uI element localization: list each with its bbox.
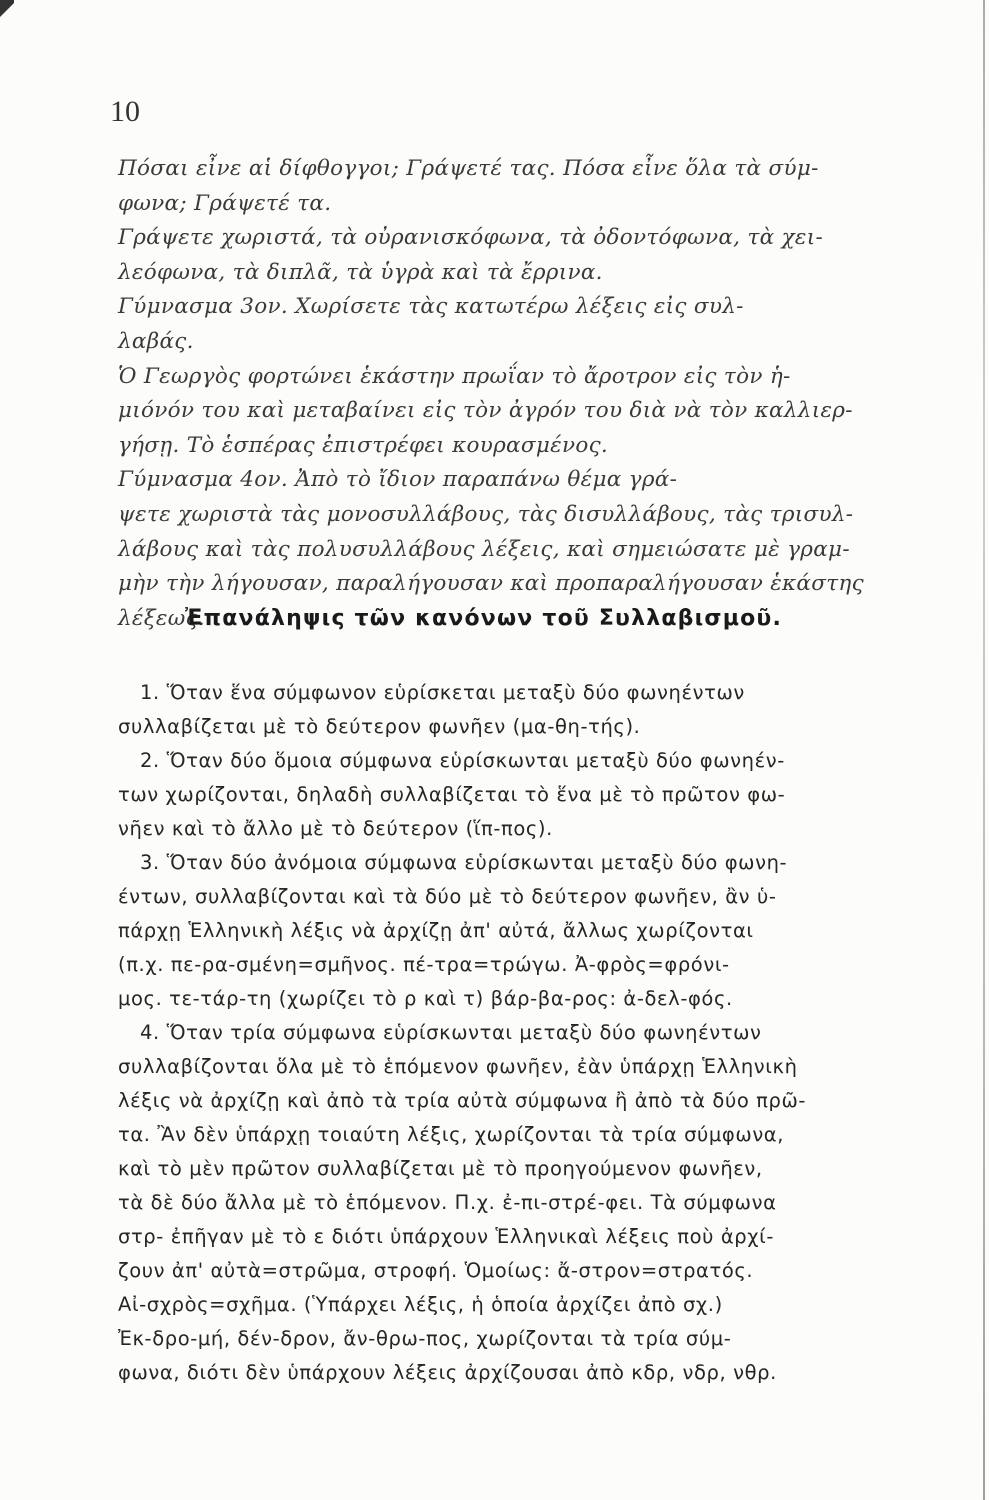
rule-line: λέξις νὰ ἀρχίζῃ καὶ ἀπὸ τὰ τρία αὐτὰ σύμφωνα ἢ ἀπὸ τὰ δύο πρῶ- [118,1089,807,1112]
rule-line: τα. Ἂν δὲν ὑπάρχῃ τοιαύτη λέξις, χωρίζονται τὰ τρία σύμφωνα, [118,1123,785,1146]
rule-line: καὶ τὸ μὲν πρῶτον συλλαβίζεται μὲ τὸ προηγούμενον φωνῆεν, [118,1157,763,1180]
rule-line: 4. Ὅταν τρία σύμφωνα εὑρίσκωνται μεταξὺ δύο φωνηέντων [140,1021,762,1044]
exercise-line: Πόσαι εἶνε αἱ δίφθογγοι; Γράψετέ τας. Πόσα εἶνε ὅλα τὰ σύμ- [118,156,819,181]
rule-line: ζουν ἀπ' αὐτὰ=στρῶμα, στροφή. Ὁμοίως: ἄ-στρον=στρατός. [118,1259,754,1282]
rule-line: συλλαβίζεται μὲ τὸ δεύτερον φωνῆεν (μα-θη-τής). [118,715,641,738]
rule-line: στρ- ἐπῆγαν μὲ τὸ ε διότι ὑπάρχουν Ἑλληνικαὶ λέξεις ποὺ ἀρχί- [118,1225,774,1248]
page-edge [983,0,985,1500]
exercise-text [118,152,918,636]
rule-line: φωνα, διότι δὲν ὑπάρχουν λέξεις ἀρχίζουσαι ἀπὸ κδρ, νδρ, νθρ. [118,1361,777,1384]
exercise-line: λάβους καὶ τὰς πολυσυλλάβους λέξεις, καὶ σημειώσατε μὲ γραμ- [118,536,850,562]
rule-line: 2. Ὅταν δύο ὅμοια σύμφωνα εὑρίσκωνται μεταξὺ δύο φωνηέν- [140,749,785,772]
exercise-line: γήσῃ. Τὸ ἑσπέρας ἐπιστρέφει κουρασμένος. [118,432,609,458]
exercise-line: φωνα; Γράψετέ τα. [118,190,332,216]
corner-mark [0,0,14,28]
rule-line: 1. Ὅταν ἕνα σύμφωνον εὑρίσκεται μεταξὺ δύο φωνηέντων [140,681,745,704]
exercise-line: μιόνόν του καὶ μεταβαίνει εἰς τὸν ἀγρόν του διὰ νὰ τὸν καλλιερ- [118,398,853,424]
rule-line: μος. τε-τάρ-τη (χωρίζει τὸ ρ καὶ τ) βάρ-βα-ρος: ἀ-δελ-φός. [118,987,733,1010]
page-number: 10 [110,95,140,128]
rule-line: (π.χ. πε-ρα-σμένη=σμῆνος. πέ-τρα=τρώγω. Ἀ-φρὸς=φρόνι- [118,953,730,976]
exercise-line: μὴν τὴν λήγουσαν, παραλήγουσαν καὶ προπαραλήγουσαν ἑκάστης [118,571,864,597]
exercise-line: λεόφωνα, τὰ διπλᾶ, τὰ ὑγρὰ καὶ τὰ ἔρρινα. [118,259,603,285]
exercise-line: Γύμνασμα 3ον. Χωρίσετε τὰς κατωτέρω λέξεις εἰς συλ- [118,294,744,320]
rule-line: έντων, συλλαβίζονται καὶ τὰ δύο μὲ τὸ δεύτερον φωνῆεν, ἂν ὑ- [118,885,777,908]
rule-line: νῆεν καὶ τὸ ἄλλο μὲ τὸ δεύτερον (ἵπ-πος). [118,817,553,840]
rule-line: Ἐκ-δρο-μή, δέν-δρον, ἄν-θρω-πος, χωρίζονται τὰ τρία σύμ- [118,1327,732,1350]
rule-line: 3. Ὅταν δύο ἀνόμοια σύμφωνα εὑρίσκωνται μεταξὺ δύο φωνη- [140,851,788,874]
section-heading: Ἐπανάληψις τῶν κανόνων τοῦ Συλλαβισμοῦ. [185,606,783,631]
rule-line: συλλαβίζονται ὅλα μὲ τὸ ἑπόμενον φωνῆεν, ἐὰν ὑπάρχῃ Ἑλληνικὴ [118,1055,798,1078]
exercise-line: λαβάς. [118,328,194,354]
rules-text [118,676,928,1390]
exercise-line: Γύμνασμα 4ον. Ἀπὸ τὸ ἴδιον παραπάνω θέμα γρά- [118,467,678,493]
exercise-line: Γράψετε χωριστά, τὰ οὐρανισκόφωνα, τὰ ὀδοντόφωνα, τὰ χει- [118,225,824,251]
rule-line: πάρχῃ Ἑλληνικὴ λέξις νὰ ἀρχίζῃ ἀπ' αὐτά, ἄλλως χωρίζονται [118,919,754,942]
rule-line: Αἰ-σχρὸς=σχῆμα. (Ὑπάρχει λέξις, ἡ ὁποία ἀρχίζει ἀπὸ σχ.) [118,1293,723,1316]
rule-line: τὰ δὲ δύο ἄλλα μὲ τὸ ἑπόμενον. Π.χ. ἐ-πι-στρέ-φει. Τὰ σύμφωνα [118,1191,777,1214]
exercise-line: Ὁ Γεωργὸς φορτώνει ἑκάστην πρωΐαν τὸ ἄροτρον εἰς τὸν ἡ- [118,363,791,389]
exercise-line: ψετε χωριστὰ τὰς μονοσυλλάβους, τὰς δισυλλάβους, τὰς τρισυλ- [118,501,854,527]
exercise-line: λέξεως. [118,605,206,631]
rule-line: των χωρίζονται, δηλαδὴ συλλαβίζεται τὸ ἕνα μὲ τὸ πρῶτον φω- [118,783,786,806]
